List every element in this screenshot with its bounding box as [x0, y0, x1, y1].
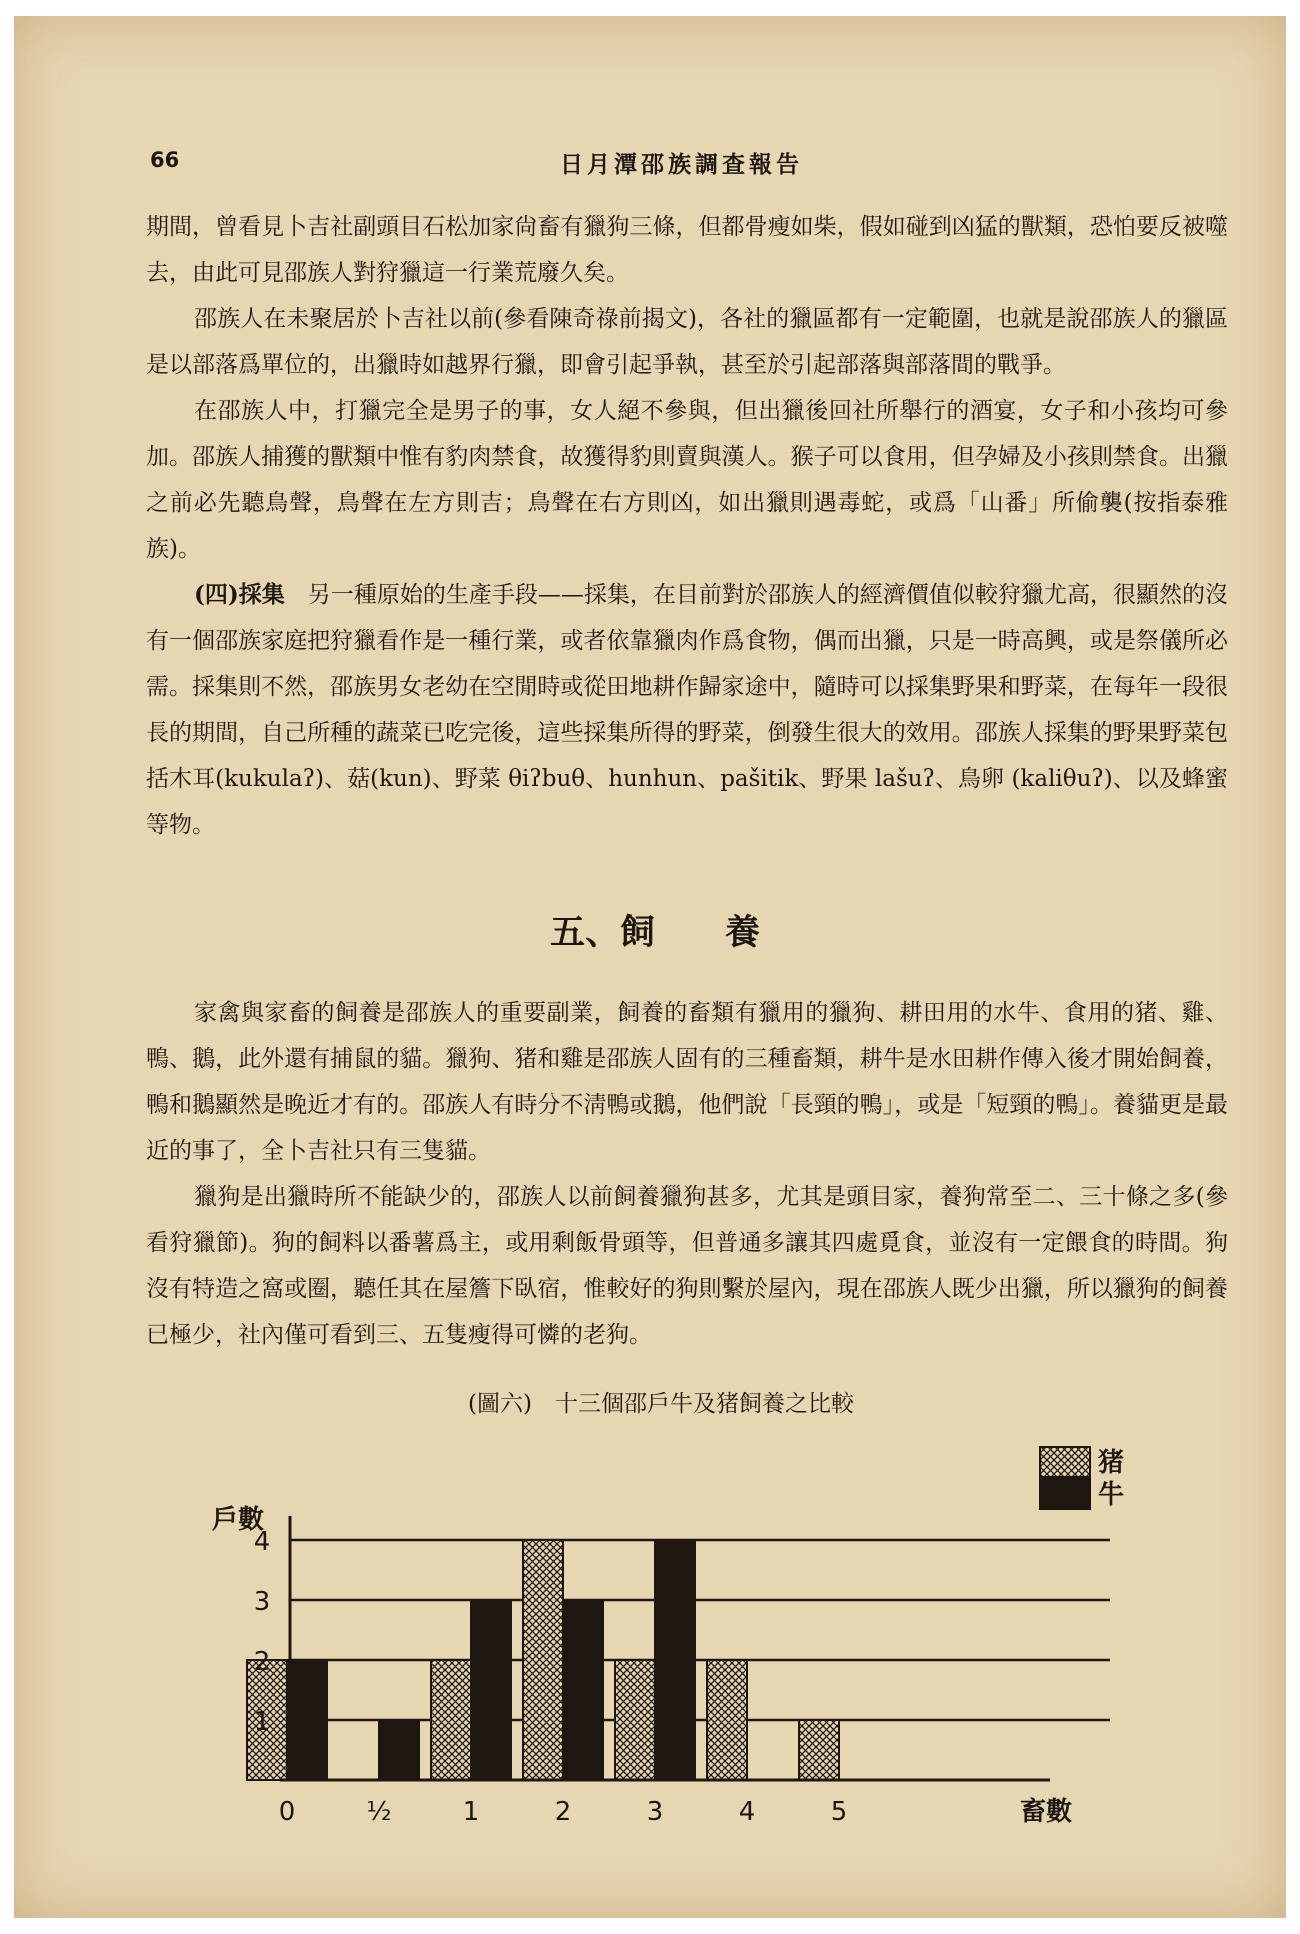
y-tick-label: 2 — [253, 1647, 271, 1677]
paragraph: 期間，曾看見卜吉社副頭目石松加家尙畜有獵狗三條，但都骨瘦如柴，假如碰到凶猛的獸類，恐怕要反被噬去，由此可見邵族人對狩獵這一行業荒廢久矣。 — [146, 214, 1228, 286]
bar-cattle-0 — [287, 1660, 327, 1780]
paragraph-gathering — [146, 572, 1228, 848]
y-axis-title: 戶數 — [212, 1505, 265, 1535]
bar-pig-3 — [523, 1540, 563, 1780]
body-text-bottom — [146, 990, 1228, 1358]
paragraph: 邵族人在未聚居於卜吉社以前(參看陳奇祿前揭文)，各社的獵區都有一定範圍，也就是說邵族人的獵區是以部落爲單位的，出獵時如越界行獵，即會引起爭執，甚至於引起部落與部落間的戰爭。 — [146, 306, 1228, 378]
bar-cattle-2 — [471, 1600, 511, 1780]
legend-swatch — [1040, 1479, 1090, 1509]
running-title: 日月潭邵族調查報告 — [560, 151, 803, 178]
x-tick-label: 4 — [738, 1797, 756, 1827]
x-tick-label: 5 — [830, 1797, 848, 1827]
section-label: (四)採集 — [194, 581, 285, 608]
bar-cattle-3 — [563, 1600, 603, 1780]
bar-cattle-1 — [379, 1720, 419, 1780]
page-number: 66 — [150, 148, 180, 172]
y-tick-label: 4 — [253, 1527, 271, 1557]
section-title: 五、飼 養 — [550, 912, 761, 953]
legend-swatch — [1040, 1447, 1090, 1477]
bar-cattle-4 — [655, 1540, 695, 1780]
x-tick-label: 0 — [278, 1797, 296, 1827]
x-tick-label: 2 — [554, 1797, 572, 1827]
bar-pig-5 — [707, 1660, 747, 1780]
bar-pig-4 — [615, 1660, 655, 1780]
paragraph-text: 另一種原始的生產手段——採集，在目前對於邵族人的經濟價值似較狩獵尤高，很顯然的沒有一個邵族家庭把狩獵看作是一種行業，或者依靠獵肉作爲食物，偶而出獵，只是一時高興，或是祭儀所必需。採集則不然，邵族男女老幼在空閒時或從田地耕作歸家途中，隨時可以採集野果和野菜，在每年一段很長的期間，自己所種的蔬菜已吃完後，這些採集所得的野菜，倒發生很大的效用。邵族人採集的野果野菜包括木耳(kukulaʔ)、菇(kun)、野菜 θiʔbuθ、hunhun、pašitik、野果 lašuʔ、鳥卵 (kaliθuʔ)、以及蜂蜜等物。 — [146, 582, 1229, 838]
bar-chart — [200, 1425, 1200, 1865]
paragraph: 家禽與家畜的飼養是邵族人的重要副業，飼養的畜類有獵用的獵狗、耕田用的水牛、食用的猪、雞、鴨、鵝，此外還有捕鼠的貓。獵狗、猪和雞是邵族人固有的三種畜類，耕牛是水田耕作傳入後才開始飼養，鴨和鵝顯然是晚近才有的。邵族人有時分不淸鴨或鵝，他們說「長頸的鴨」，或是「短頸的鴨」。養貓更是最近的事了，全卜吉社只有三隻貓。 — [146, 1000, 1228, 1164]
x-tick-label: ½ — [366, 1797, 392, 1827]
bar-pig-6 — [799, 1720, 839, 1780]
figure-caption: (圖六) 十三個邵戶牛及猪飼養之比較 — [468, 1391, 854, 1417]
y-tick-label: 3 — [253, 1587, 271, 1617]
body-text-top — [146, 204, 1228, 848]
y-tick-label: 1 — [253, 1707, 271, 1737]
paragraph: 在邵族人中，打獵完全是男子的事，女人絕不參與，但出獵後回社所舉行的酒宴，女子和小孩均可參加。邵族人捕獲的獸類中惟有豹肉禁食，故獲得豹則賣與漢人。猴子可以食用，但孕婦及小孩則禁食。出獵之前必先聽鳥聲，鳥聲在左方則吉；鳥聲在右方則凶，如出獵則遇毒蛇，或爲「山番」所偷襲(按指泰雅族)。 — [146, 398, 1228, 562]
x-axis-title: 畜數 — [1020, 1797, 1073, 1827]
x-tick-label: 1 — [462, 1797, 480, 1827]
legend-label: 牛 — [1098, 1480, 1125, 1510]
legend-label: 猪 — [1098, 1448, 1125, 1478]
bar-pig-2 — [431, 1660, 471, 1780]
x-tick-label: 3 — [646, 1797, 664, 1827]
paragraph: 獵狗是出獵時所不能缺少的，邵族人以前飼養獵狗甚多，尤其是頭目家，養狗常至二、三十條之多(參看狩獵節)。狗的飼料以番薯爲主，或用剩飯骨頭等，但普通多讓其四處覓食，並沒有一定餵食的時間。狗沒有特造之窩或圈，聽任其在屋簷下臥宿，惟較好的狗則繫於屋內，現在邵族人既少出獵，所以獵狗的飼養已極少，社內僅可看到三、五隻瘦得可憐的老狗。 — [146, 1184, 1228, 1348]
